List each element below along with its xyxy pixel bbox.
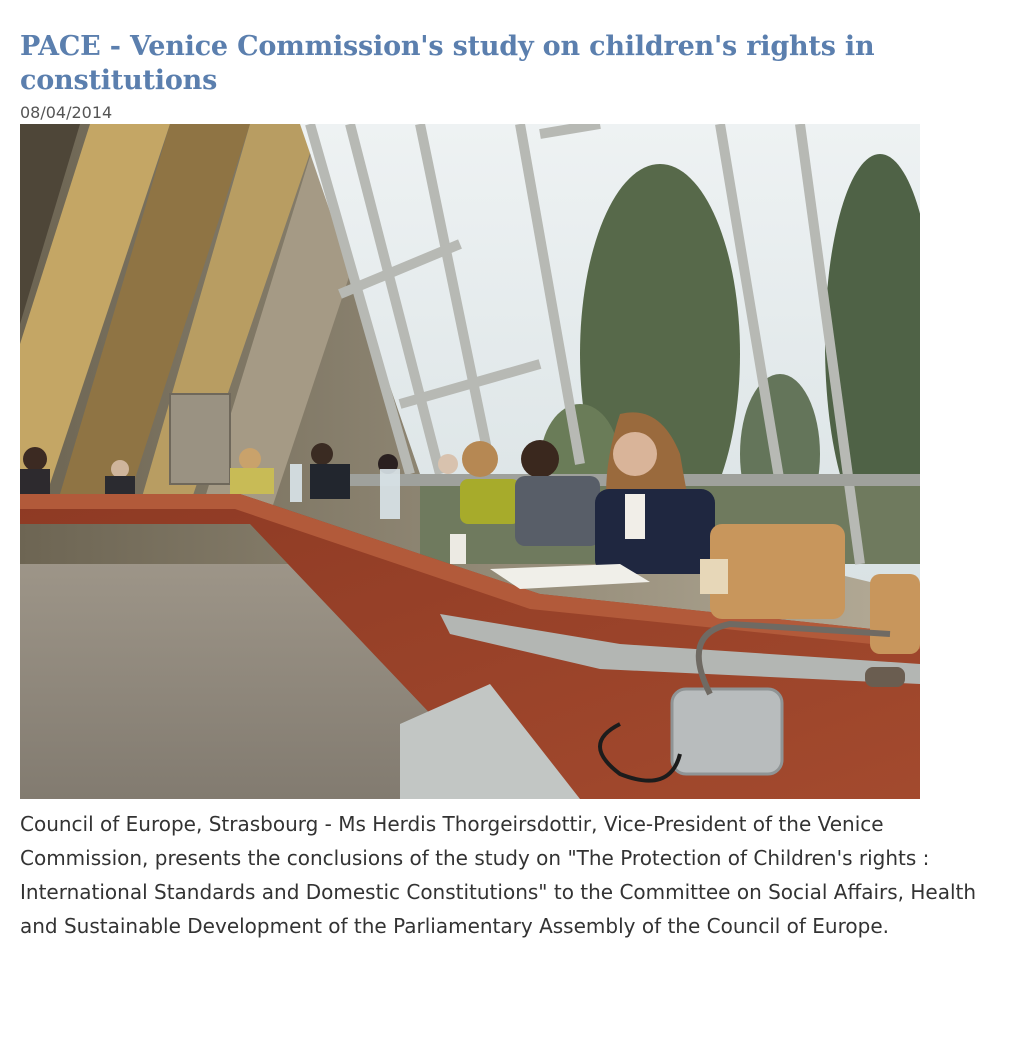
photo-caption: Council of Europe, Strasbourg - Ms Herdis Thorgeirsdottir, Vice-President of the Venice Commission, presents the conclusions of the study on "The Protection of Children's rights : International Standards and Domestic Constitutions" to the Committee on Social Affairs, Health and Sustainable Development of the Parliamentary Assembly of the Council of Europe.	[20, 812, 977, 938]
news-article	[20, 30, 1000, 943]
article-title[interactable]: PACE - Venice Commission's study on children's rights in constitutions	[20, 31, 875, 96]
meeting-photo	[20, 124, 920, 799]
article-date: 08/04/2014	[20, 103, 113, 122]
